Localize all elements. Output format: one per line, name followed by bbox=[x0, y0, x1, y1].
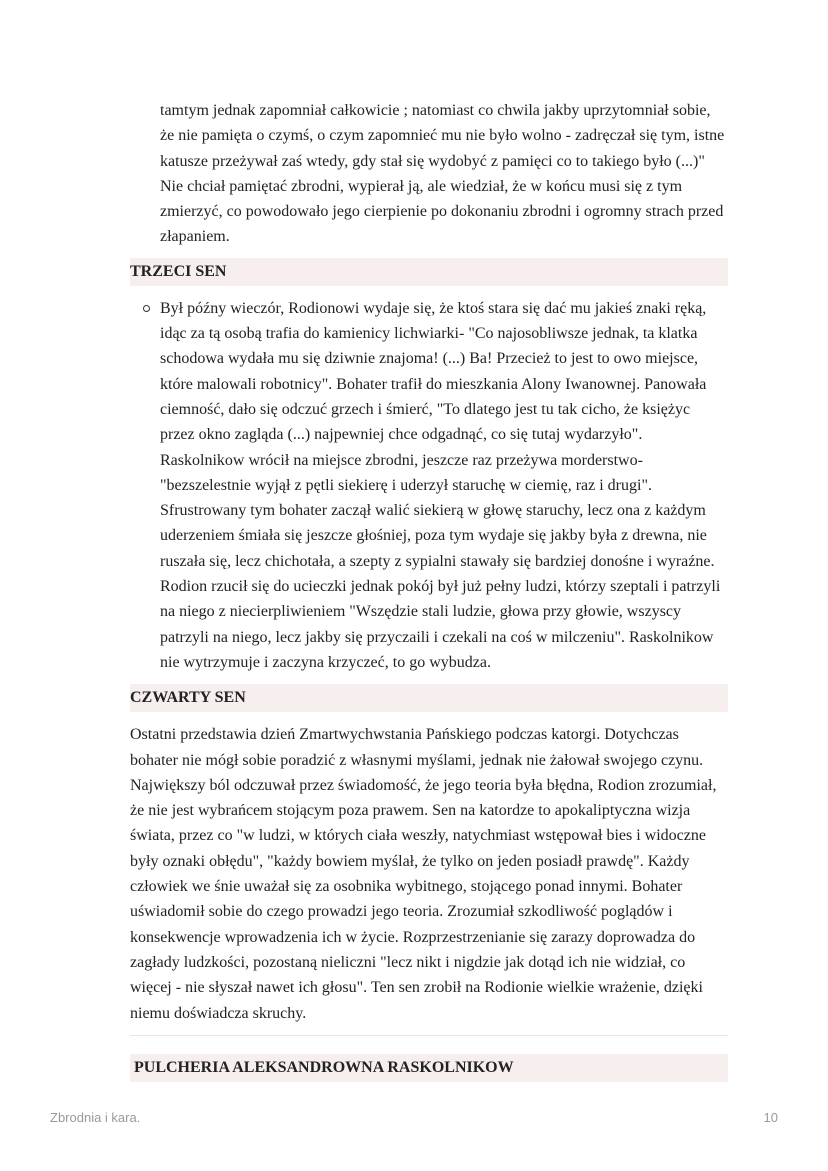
section-divider bbox=[130, 1035, 728, 1036]
intro-paragraph: tamtym jednak zapomniał całkowicie ; natomiast co chwila jakby uprzytomniał sobie, że nie pamięta o czymś, o czym zapomnieć mu nie było wolno - zadręczał się tym, istne katusze przeżywał zaś wtedy, gdy stał się wydobyć z pamięci co to takiego było (...)" Nie chciał pamiętać zbrodni, wypierał ją, ale wiedział, że w końcu musi się z tym zmierzyć, co powodowało jego cierpienie po dokonaniu zbrodni i ogromny strach przed złapaniem. bbox=[160, 102, 725, 246]
document-body bbox=[130, 98, 728, 1082]
third-dream-list bbox=[130, 296, 728, 675]
fourth-dream-paragraph: Ostatni przedstawia dzień Zmartwychwstania Pańskiego podczas katorgi. Dotychczas bohater nie mógł sobie poradzić z własnymi myślami, jednak nie żałował swojego czynu. Największy ból odczuwał przez świadomość, że jego teoria była błędna, Rodion zrozumiał, że nie jest wybrańcem stojącym poza prawem. Sen na katordze to apokaliptyczna wizja świata, przez co "w ludzi, w których ciała weszły, natychmiast wstępował bies i widoczne były oznaki obłędu", "każdy bowiem myślał, że tylko on jeden posiadł prawdę". Każdy człowiek we śnie uważał się za osobnika wybitnego, stojącego ponad innymi. Bohater uświadomił sobie do czego prowadzi jego teoria. Zrozumiał szkodliwość poglądów i konsekwencje wprowadzenia ich w życie. Rozprzestrzenianie się zarazy doprowadza do zagłady ludzkości, pozostaną nieliczni "lecz nikt i nigdzie jak dotąd ich nie widział, co więcej - nie słyszał nawet ich głosu". Ten sen zrobił na Rodionie wielkie wrażenie, dzięki niemu doświadcza skruchy. bbox=[130, 726, 717, 1022]
section-heading-pulcheria: PULCHERIA ALEKSANDROWNA RASKOLNIKOW bbox=[130, 1054, 728, 1082]
footer-page-number: 10 bbox=[763, 1110, 778, 1125]
footer-document-title: Zbrodnia i kara. bbox=[50, 1110, 141, 1125]
section-heading-third-dream: TRZECI SEN bbox=[130, 258, 728, 286]
section-heading-fourth-dream: CZWARTY SEN bbox=[130, 684, 728, 712]
third-dream-text: Był późny wieczór, Rodionowi wydaje się, że ktoś stara się dać mu jakieś znaki ręką, idąc za tą osobą trafia do kamienicy lichwiarki- "Co najosobliwsze jednak, ta klatka schodowa wydała mu się dziwnie znajoma! (...) Ba! Przecież to jest to owo miejsce, które malowali robotnicy". Bohater trafił do mieszkania Alony Iwanownej. Panowała ciemność, dało się odczuć grzech i śmierć, "To dlatego jest tu tak cicho, że księżyc przez okno zagląda (...) najpewniej chce odgadnąć, co się tutaj wydarzyło". Raskolnikow wrócił na miejsce zbrodni, jeszcze raz przeżywa morderstwo- "bezszelestnie wyjął z pętli siekierę i uderzył staruchę w ciemię, raz i drugi". Sfrustrowany tym bohater zaczął walić siekierą w głowę staruchy, lecz ona z każdym uderzeniem śmiała się jeszcze głośniej, poza tym wydaje się jakby była z drewna, nie ruszała się, lecz chichotała, a szepty z sypialni stawały się bardziej donośne i wyraźne. Rodion rzucił się do ucieczki jednak pokój był już pełny ludzi, którzy szeptali i patrzyli na niego z niecierpliwieniem "Wszędzie stali ludzie, głowa przy głowie, wszyscy patrzyli na niego, lecz jakby się przyczaili i czekali na coś w milczeniu". Raskolnikow nie wytrzymuje i zaczyna krzyczeć, to go wybudza. bbox=[160, 299, 721, 671]
hollow-circle-bullet-icon bbox=[143, 305, 150, 312]
list-item bbox=[160, 296, 728, 675]
